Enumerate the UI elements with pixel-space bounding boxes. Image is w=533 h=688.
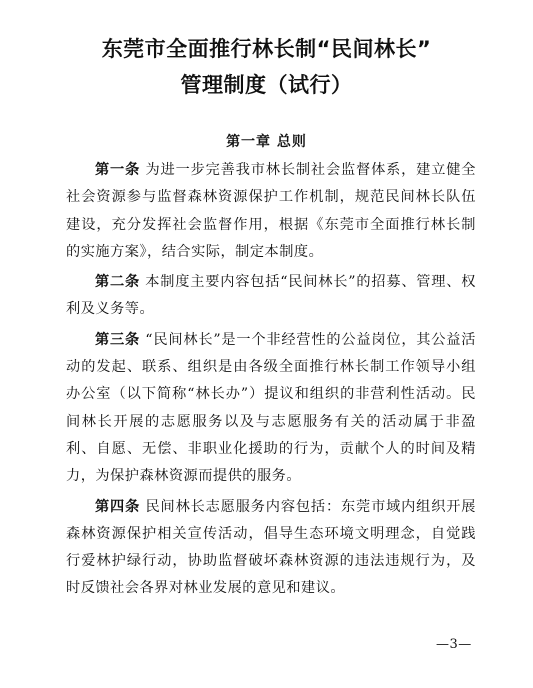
article-label: 第四条 bbox=[95, 498, 141, 515]
article-text: 民间林长志愿服务内容包括：东莞市域内组织开展森林资源保护相关宣传活动，倡导生态环境文明理念，自觉践行爱林护绿行动，协助监督破坏森林资源的违法违规行为，及时反馈社会各界对林业发展的意见和建议。 bbox=[66, 498, 476, 597]
article-paragraph bbox=[66, 327, 476, 491]
article-label: 第一条 bbox=[95, 162, 141, 178]
article-text: 为进一步完善我市林长制社会监督体系，建立健全社会资源参与监督森林资源保护工作机制，规范民间林长队伍建设，充分发挥社会监督作用，根据《东莞市全面推行林长制的实施方案》，结合实际，制定本制度。 bbox=[66, 162, 476, 260]
document-body bbox=[66, 157, 476, 606]
article-paragraph bbox=[66, 494, 476, 603]
document-title-line-2: 管理制度（试行） bbox=[180, 73, 353, 97]
article-paragraph bbox=[66, 157, 476, 266]
document-title-line-1: 东莞市全面推行林长制“民间林长” bbox=[101, 37, 432, 61]
page-number: —3— bbox=[436, 637, 472, 652]
article-text: 本制度主要内容包括“民间林长”的招募、管理、权利及义务等。 bbox=[66, 274, 476, 318]
article-label: 第二条 bbox=[95, 274, 140, 291]
chapter-heading: 第一章 总则 bbox=[226, 134, 307, 150]
article-paragraph bbox=[66, 269, 476, 324]
article-text: “民间林长”是一个非经营性的公益岗位，其公益活动的发起、联系、组织是由各级全面推行林长制工作领导小组办公室（以下简称“林长办”）提议和组织的非营利性活动。民间林长开展的志愿服务以及与志愿服务有关的活动属于非盈利、自愿、无偿、非职业化援助的行为，贡献个人的时间及精力，为保护森林资源而提供的服务。 bbox=[66, 331, 476, 485]
article-label: 第三条 bbox=[95, 331, 140, 348]
